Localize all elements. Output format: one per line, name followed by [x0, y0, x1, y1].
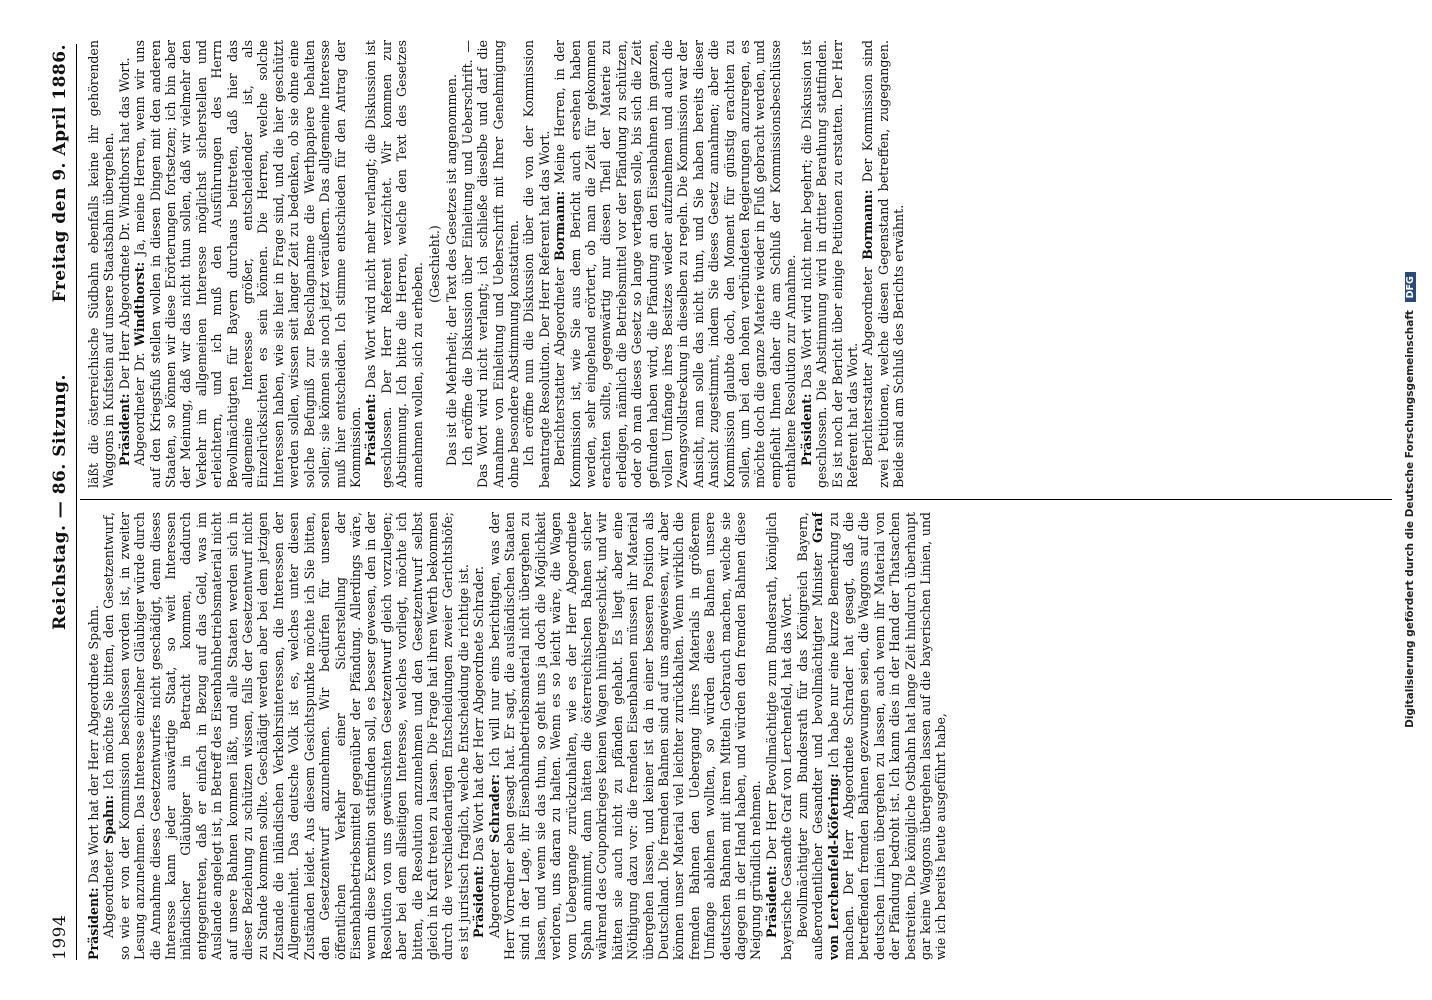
paragraph-text: Der Herr Abgeordnete Dr. Windthorst hat das Wort. — [116, 57, 132, 390]
paragraph-text: Der Herr Bevollmächtigte zum Bundesrath, königlich bayerische Gesandte Graf von Lerchenfeld, hat das Wort. — [763, 512, 795, 960]
speaker-name: Präsident: — [798, 393, 814, 466]
paragraph — [132, 40, 363, 488]
speaker-prefix: Berichterstatter Abgeordneter — [860, 259, 876, 466]
paragraph — [363, 40, 425, 488]
paragraph — [795, 512, 949, 960]
paragraph-text: Das Wort wird nicht mehr verlangt; die Diskussion ist geschlossen. Der Herr Referent verzichtet. Wir kommen zur Abstimmung. Ich bitte die Herren, welche den Text des Gesetzes annehmen wollen, sich zu erheben. — [363, 40, 425, 488]
paragraph — [427, 40, 442, 488]
speaker-name: Präsident: — [363, 393, 379, 466]
speaker-name: Präsident: — [116, 393, 132, 466]
speaker-prefix: Abgeordneter — [101, 844, 117, 938]
paragraph-text: Das Wort wird nicht mehr begehrt; die Diskussion ist geschlossen. Die Abstimmung wird in dritter Berathung stattfinden. Es ist noch der Bericht über einige Petitionen zu erstatten. Der Herr Referent hat das Wort. — [798, 40, 860, 488]
paragraph-text: Ich eröffne die Diskussion über Einleitung und Ueberschrift. — Das Wort wird nicht verlangt; ich schließe dieselbe und darf die Annahme von Einleitung und Ueberschrift mit Ihrer Genehmigung ohne besondere Abstimmung konstatiren. — [459, 40, 521, 488]
speaker-prefix: Berichterstatter Abgeordneter — [552, 260, 568, 466]
speaker-name: Präsident: — [471, 865, 487, 938]
paragraph-text: Ja, meine Herren, wenn wir uns auf den Kriegsfuß stellen wollen in diesen Dingen mit den anderen Staaten, so können wir diese Erörterungen fortsetzen; ich bin aber der Meinung, daß wir das nicht thun sollen, daß wir vielmehr den Verkehr im allgemeinen Interesse möglichst sicherstellen und erleichtern, und ich muß den Ausführungen des Herrn Bevollmächtigten für Bayern durchaus beitreten, daß hier das allgemeine Interesse größer, entscheidender ist, als Einzelrücksichten es sein können. Die Herren, welche solche Interessen haben, wie sie hier in Frage sind, und die hier geschützt werden sollen, wissen seit langer Zeit zu bedenken, ob sie ohne eine solche Befugniß zur Beschlagnahme die Werthpapiere behalten sollen; sie können sie noch jetzt veräußern. Das allgemeine Interesse muß hier entscheiden. Ich stimme entschieden für den Antrag der Kommission. — [132, 40, 363, 488]
paragraph-text: Meine Herren, in der Kommission ist, wie Sie aus dem Bericht auch ersehen haben werden, sehr eingehend erörtert, ob man die Zeit für gekommen erachten sollte, gegenwärtig nur diesen Theil der Materie zu erledigen, nämlich die Betriebsmittel vor der Pfändung zu schützen, oder ob man dieses Gesetz so lange vertagen solle, bis sich die Zeit gefunden haben wird, die Pfändung an den Eisenbahnen im ganzen, vollen Umfange ihres Besitzes wieder aufzunehmen und auch die Zwangsvollstreckung in dieselben zu regeln. Die Kommission war der Ansicht, man solle das nicht thun, und Sie haben bereits dieser Ansicht zugestimmt, indem Sie dieses Gesetz annahmen; aber die Kommission glaubte doch, den Moment für günstig erachten zu sollen, um bei den hohen verbündeten Regierungen anzuregen, es möchte doch die ganze Materie wieder in Fluß gebracht werden, und empfiehlt Ihnen daher die am Schluß der Kommissionsbeschlüsse enthaltene Resolution zur Annahme. — [552, 40, 799, 488]
paragraph — [471, 512, 486, 960]
paragraph-text: (Geschieht.) — [426, 225, 442, 303]
paragraph-text: läßt die österreichische Südbahn ebenfalls keine ihr gehörenden Waggons in Kufstein auf unsere Staatsbahn übergehen. — [86, 40, 117, 488]
paragraph — [460, 40, 522, 488]
speaker-name: Präsident: — [763, 865, 779, 938]
paragraph-text: Das ist die Mehrheit; der Text des Gesetzes ist angenommen. — [444, 74, 460, 466]
paragraph-text: Ich möchte Sie bitten, den Gesetzentwurf, so wie er von der Kommission beschlossen worden ist, in zweiter Lesung anzunehmen. Das Interesse einzelner Gläubiger würde durch die Annahme dieses Gesetzentwurfes nicht geschädigt, denn dieses Interesse kann jeder auswärtige Staat, so weit Interessen inländischer Gläubiger in Betracht kommen, dadurch entgegentreten, daß er einfach in Bezug auf das Geld, was im Auslande angelegt ist, in Betreff des Eisenbahnbetriebsmaterial nicht auf unsere Bahnen kommen läßt, und alle Staaten werden sich in dieser Beziehung zu schützen wissen, falls der Gesetzentwurf nicht zu Stande kommen sollte. Geschädigt werden aber bei dem jetzigen Zustande die inländischen Verkehrsinteressen, die Interessen der Allgemeinheit. Das deutsche Volk ist es, welches unter diesen Zuständen leidet. Aus diesem Gesichtspunkte möchte ich Sie bitten, den Gesetzentwurf anzunehmen. Wir bedürfen für unseren öffentlichen Verkehr einer Sicherstellung der Eisenbahnbetriebsmittel gegenüber der Pfändung. Allerdings wäre, wenn diese Exemtion stattfinden soll, es besser gewesen, den in der Resolution von uns gewünschten Gesetzentwurf gleich vorzulegen; aber bei dem allseitigen Interesse, welches vorliegt, möchte ich bitten, die Resolution anzunehmen und den Gesetzentwurf selbst gleich in Kraft treten zu lassen. Die Frage hat ihren Werth bekommen durch die verschiedenartigen Entscheidungen zweier Gerichtshöfe; es ist juristisch fraglich, welche Entscheidung die richtige ist. — [101, 512, 471, 960]
speaker-prefix: Abgeordneter — [486, 842, 502, 938]
paragraph — [117, 40, 132, 488]
dfg-logo: DFG — [1405, 272, 1416, 302]
paragraph-text: Das Wort hat der Herr Abgeordnete Spahn. — [86, 605, 101, 884]
speaker-name: Spahn: — [101, 794, 117, 845]
paragraph-text: Der Kommission sind zwei Petitionen, welche diesen Gegenstand betreffen, zugegangen. Beide sind am Schluß des Berichts erwähnt. — [860, 40, 907, 488]
page-header — [40, 44, 77, 960]
paragraph — [764, 512, 795, 960]
page-number: 1994 — [50, 914, 70, 960]
paragraph-text: Das Wort hat der Herr Abgeordnete Schrader. — [471, 565, 487, 862]
digitization-credit — [1404, 0, 1424, 1000]
paragraph — [552, 40, 799, 488]
paragraph — [487, 512, 764, 960]
paragraph-text: Ich will nur eins berichtigen, was der Herr Vorredner eben gesagt hat. Er sagt, die ausländischen Staaten sind in der Lage, ihr Eisenbahnbetriebsmaterial nicht übergehen zu lassen, und wenn sie das thun, so geht uns ja doch die Möglichkeit verloren, uns daran zu halten. Wenn es so leicht wäre, die Wagen vom Uebergange zurückzuhalten, wie es der Herr Abgeordnete Spahn annimmt, dann hätten die österreichischen Bahnen sicher während des Couponkrieges keinen Wagen hinübergeschickt, und wir hätten sie auch nicht zu pfänden gehabt. Es liegt aber eine Nöthigung dazu vor: die fremden Eisenbahnen müssen ihr Material übergehen lassen, und keiner ist da in einer besseren Position als Deutschland. Die fremden Bahnen sind auf uns angewiesen, wir aber können unser Material viel leichter zurückhalten. Wenn wirklich die fremden Bahnen den Uebergang ihres Materials in größerem Umfange ablehnen wollten, so würden diese Bahnen unsere deutschen Bahnen mit ihren Mitteln Gebrauch machen, welche sie dagegen in der Hand haben, und würden den fremden Bahnen diese Neigung gründlich nehmen. — [486, 512, 764, 960]
speaker-name: Windthorst: — [132, 261, 148, 347]
paragraph — [444, 40, 459, 488]
speaker-name: Schrader: — [486, 774, 502, 843]
left-column — [86, 512, 1392, 960]
session-title: Reichstag. — 86. Sitzung. — [50, 374, 70, 630]
paragraph — [86, 512, 101, 960]
speaker-name: Graf von Lerchenfeld-Köfering: — [810, 512, 841, 960]
paragraph — [860, 40, 906, 488]
speaker-prefix: Bevollmächtigter zum Bundesrath für das Königreich Bayern, außerordentlicher Gesandter und bevollmächtigter Minister — [794, 512, 826, 960]
paragraph — [799, 40, 861, 488]
paragraph — [101, 512, 471, 960]
speaker-name: Bormann: — [552, 190, 568, 261]
speaker-name: Bormann: — [860, 189, 876, 260]
session-date: Freitag den 9. April 1886. — [50, 44, 70, 303]
speaker-name: Präsident: — [86, 887, 101, 960]
paragraph-text: Ich eröffne nun die Diskussion über die von der Kommission beantragte Resolution. Der Herr Referent hat das Wort. — [521, 40, 552, 488]
column-divider — [80, 499, 1392, 500]
right-column — [86, 40, 1392, 488]
speaker-prefix: Abgeordneter Dr. — [132, 346, 148, 466]
credit-text: Digitalisierung gefördert durch die Deutsche Forschungsgemeinschaft — [1404, 310, 1416, 728]
paragraph-text: Ich habe nur eine kurze Bemerkung zu machen. Der Herr Abgeordnete Schrader hat gesagt, daß die betreffenden fremden Bahnen gezwungen seien, die Waggons auf die deutschen Linien übergehen zu lassen, auch wenn ihr Material von der Pfändung bedroht ist. Ich kann dies in der Hand der Thatsachen bestreiten. Die königliche Ostbahn hat lange Zeit hindurch überhaupt gar keine Waggons übergehen lassen auf die bayerischen Linien, und wie ich bereits heute ausgeführt habe, — [825, 512, 949, 960]
paragraph — [86, 40, 117, 488]
paragraph — [521, 40, 552, 488]
